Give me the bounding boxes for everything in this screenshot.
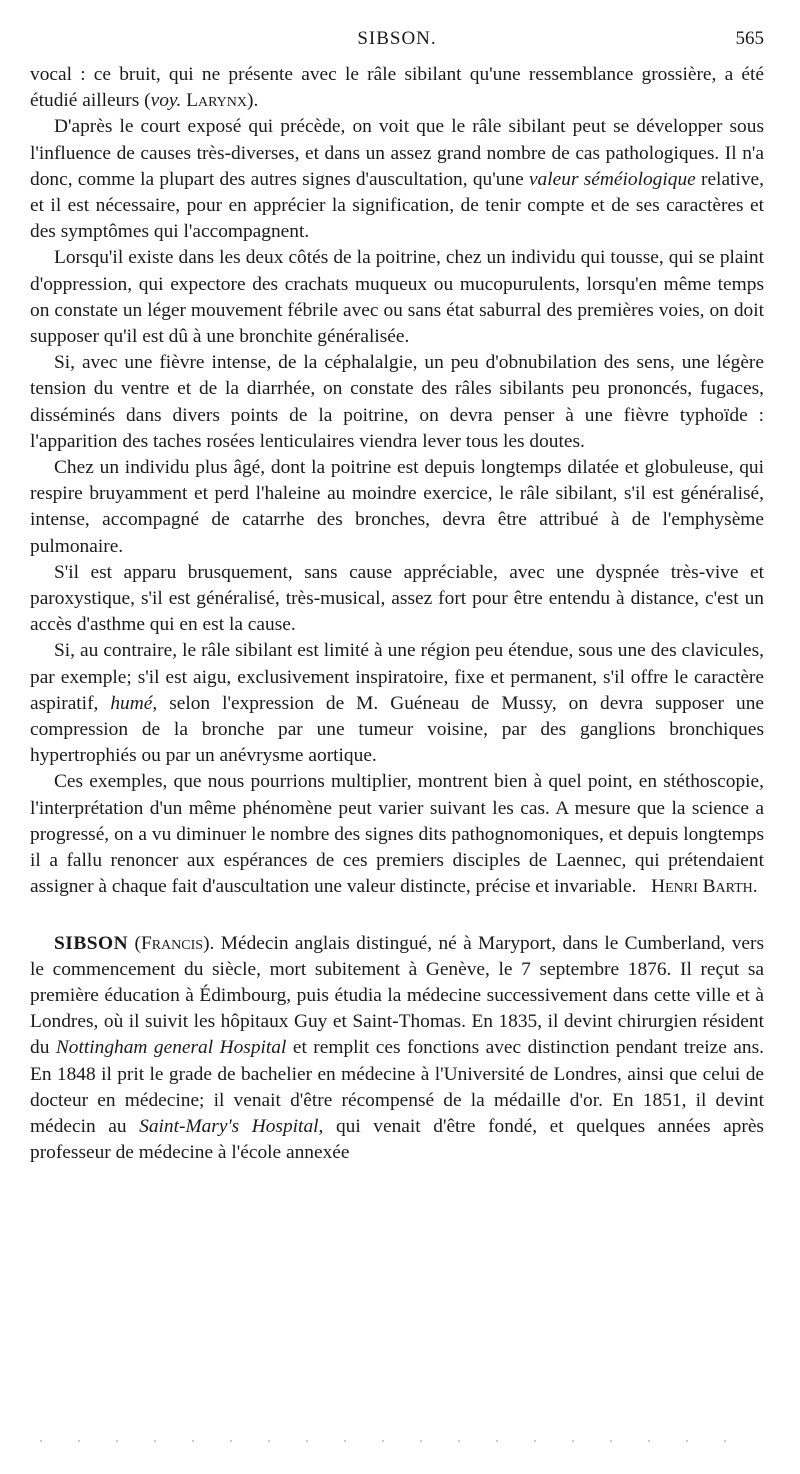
cross-reference-link[interactable]: Larynx (186, 90, 248, 112)
page-number: 565 (735, 28, 764, 49)
italic-term: humé (110, 692, 153, 714)
paragraph (30, 114, 764, 245)
institution-name: Saint-Mary's Hospital (139, 1115, 319, 1137)
institution-name: Nottingham general Hospital (55, 1037, 287, 1059)
entry-given-name: Francis (140, 932, 204, 954)
entry-text: Médecin anglais distingué, né à Maryport, dans le Cumberland, vers le commencement du siècle, mort subitement à Genève, le 7 septembre 1876. Il reçut sa première éducation à Édimbourg, puis étudia la médecine successivement dans cette ville et à Londres, où il suivit les hôpitaux Guy et Saint-Thomas. En 1835, il devint chirurgien résident du (30, 932, 765, 1059)
cross-reference-abbrev: voy. (150, 90, 182, 112)
paragraph (30, 769, 764, 900)
paragraph: S'il est apparu brusquement, sans cause appréciable, avec une dyspnée très-vive et paroxystique, s'il est généralisé, très-musical, assez fort pour être entendu à distance, c'est un accès d'asthme qui en est la cause. (30, 561, 764, 636)
author-signature: Henri Barth. (651, 876, 758, 898)
paragraph: Chez un individu plus âgé, dont la poitrine est depuis longtemps dilatée et globuleuse, qui respire bruyamment et perd l'haleine au moindre exercice, le râle sibilant, s'il est généralisé, intense, accompagné de catarrhe des bronches, devra être attribué à de l'emphysème pulmonaire. (30, 457, 764, 557)
paragraph-text: vocal : ce bruit, qui ne présente avec le râle sibilant qu'une ressemblance grossière, a été étudié ailleurs ( (30, 64, 764, 112)
scan-artifact-line (40, 1440, 760, 1442)
paragraph-text: Ces exemples, que nous pourrions multiplier, montrent bien à quel point, en stéthoscopie, l'interprétation d'un même phénomène peut varier suivant les cas. A mesure que la science a progressé, on a vu diminuer le nombre des signes dits pathognomoniques, et depuis longtemps il a fallu renoncer aux espérances de ces premiers disciples de Laennec, qui prétendaient assigner à chaque fait d'auscultation une valeur distincte, précise et invariable. (30, 771, 764, 898)
paragraph-text: ). (247, 90, 259, 112)
article-body (30, 62, 764, 1166)
biographical-entry: SIBSON (Francis). Médecin anglais distingué, né à Maryport, dans le Cumberland, vers le commencement du siècle, mort subitement à Genève, le 7 septembre 1876. Il reçut sa première éducation à Édimbourg, puis étudia la médecine successivement dans cette ville et à Londres, où il suivit les hôpitaux Guy et Saint-Thomas. En 1835, il devint chirurgien résident du Nottingham general Hospital et remplit ces fonctions avec distinction pendant treize ans. En 1848 il prit le grade de bachelier en médecine à l'Université de Londres, ainsi que celui de docteur en médecine; il venait d'être récompensé de la médaille d'or. En 1851, il devint médecin au Saint-Mary's Hospital, qui venait d'être fondé, et quelques années après professeur de médecine à l'école annexée (30, 932, 765, 1164)
paragraph-text: , selon l'expression de M. Guéneau de Mussy, on devra supposer une compression de la bronche par une tumeur voisine, par des ganglions bronchiques hypertrophiés ou par un anévrysme aortique. (30, 692, 764, 767)
entry-text: et remplit ces fonctions avec distinction pendant treize ans. En 1848 il prit le grade de bachelier en médecine à l'Université de Londres, ainsi que celui de docteur en médecine; il venait d'être récompensé de la médaille d'or. En 1851, il devint médecin au (30, 1037, 764, 1137)
paragraph-continuation (30, 62, 764, 114)
entry-headword: SIBSON (54, 932, 129, 954)
entry-text: , qui venait d'être fondé, et quelques années après professeur de médecine à l'école annexée (30, 1115, 764, 1164)
paragraph: Lorsqu'il existe dans les deux côtés de la poitrine, chez un individu qui tousse, qui se plaint d'oppression, qui expectore des crachats muqueux ou mucopurulents, lorsqu'en même temps on constate un léger mouvement fébrile avec ou sans état saburral des premières voies, on doit supposer qu'il est dû à une bronchite généralisée. (30, 247, 764, 348)
paragraph: Si, avec une fièvre intense, de la céphalalgie, un peu d'obnubilation des sens, une légère tension du ventre et de la diarrhée, on constate des râles sibilants peu prononcés, fugaces, disséminés dans divers points de la poitrine, on devra penser à une fièvre typhoïde : l'apparition des taches rosées lenticulaires viendra lever tous les doutes. (30, 352, 764, 452)
paragraph-text: relative, et il est nécessaire, pour en apprécier la signification, de tenir compte et de ses caractères et des symptômes qui l'accompagnent. (30, 168, 764, 243)
paragraph-text: Si, au contraire, le râle sibilant est limité à une région peu étendue, sous une des clavicules, par exemple; s'il est aigu, exclusivement inspiratoire, fixe et permanent, s'il offre le caractère aspiratif, (30, 640, 764, 714)
running-head (30, 28, 764, 54)
italic-term: valeur séméiologique (528, 168, 696, 190)
running-title: SIBSON. (357, 28, 437, 49)
paragraph-text: D'après le court exposé qui précède, on voit que le râle sibilant peut se développer sous l'influence de causes très-diverses, et dans un assez grand nombre de cas pathologiques. Il n'a donc, comme la plupart des autres signes d'auscultation, qu'une (30, 116, 764, 190)
paragraph (30, 638, 764, 769)
